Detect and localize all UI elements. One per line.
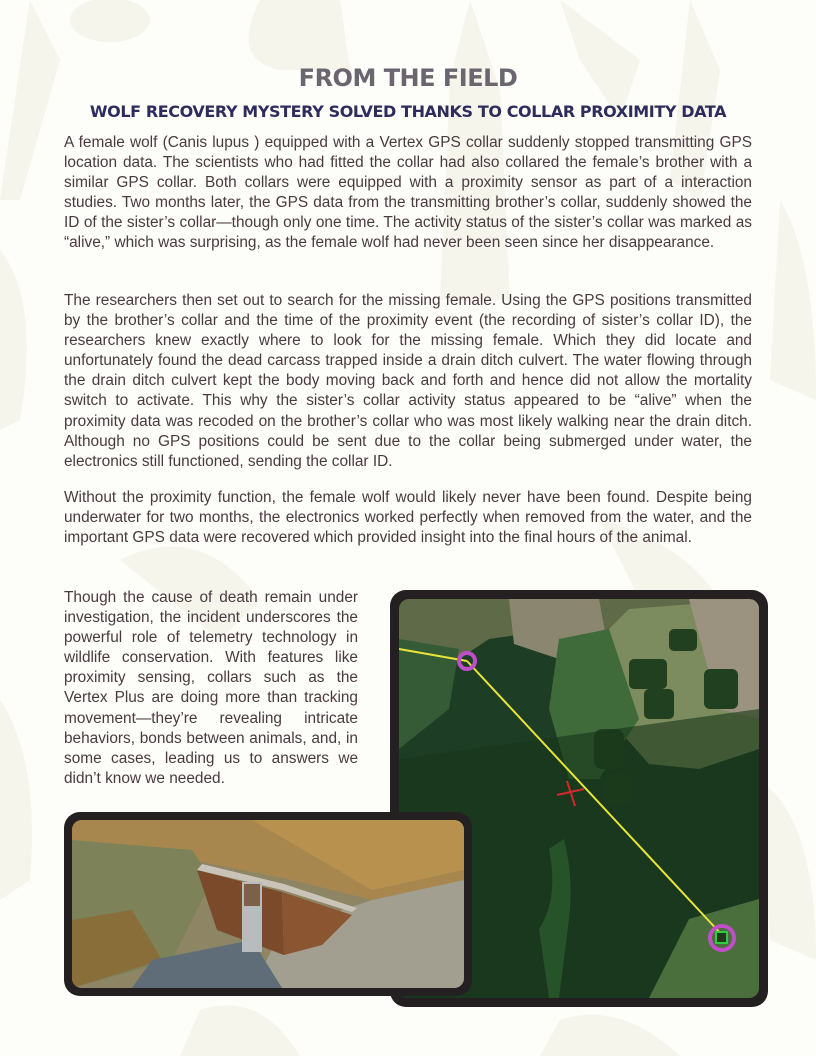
section-kicker: FROM THE FIELD bbox=[298, 64, 518, 92]
culvert-photo-image bbox=[72, 820, 464, 988]
article-paragraph: The researchers then set out to search for the missing female. Using the GPS positions transmitted by the brother’s collar and the time of the proximity event (the recording of sister’s collar ID), the researchers knew exactly where to look for the missing female. Which they did locate and unfortunately found the dead carcass trapped inside a drain ditch culvert. The water flowing through the drain ditch culvert kept the body moving back and forth and hence did not allow the mortality switch to activate. This why the sister’s collar activity status appeared to be “alive” when the proximity data was recoded on the brother’s collar who was most likely walking near the drain ditch. Although no GPS positions could be sent due to the collar being submerged under water, the electronics still functioned, sending the collar ID. bbox=[64, 292, 752, 470]
last-position-square bbox=[716, 932, 727, 943]
article-paragraph: A female wolf (Canis lupus ) equipped with a Vertex GPS collar suddenly stopped transmitting GPS location data. The scientists who had fitted the collar had also collared the female’s brother with a similar GPS collar. Both collars were equipped with a proximity sensor as part of a interaction studies. Two months later, the GPS data from the transmitting brother’s collar, suddenly showed the ID of the sister’s collar—though only one time. The activity status of the sister’s collar was marked as “alive,” which was surprising, as the female wolf had never been seen since her disappearance. bbox=[64, 134, 752, 252]
article-paragraph: Without the proximity function, the female wolf would likely never have been found. Despite being underwater for two months, the electronics worked perfectly when removed from the water, and the important GPS data were recovered which provided insight into the final hours of the animal. bbox=[64, 489, 752, 547]
culvert-photo-figure bbox=[64, 812, 472, 996]
article-headline: WOLF RECOVERY MYSTERY SOLVED THANKS TO COLLAR PROXIMITY DATA bbox=[89, 102, 727, 121]
article-paragraph-conclusion: Though the cause of death remain under investigation, the incident underscores the powerful role of telemetry technology in wildlife conservation. With features like proximity sensing, collars such as the Vertex Plus are doing more than tracking movement—they’re revealing intricate behaviors, bonds between animals, and, in some cases, leading us to answers we didn’t know we needed. bbox=[64, 589, 358, 787]
